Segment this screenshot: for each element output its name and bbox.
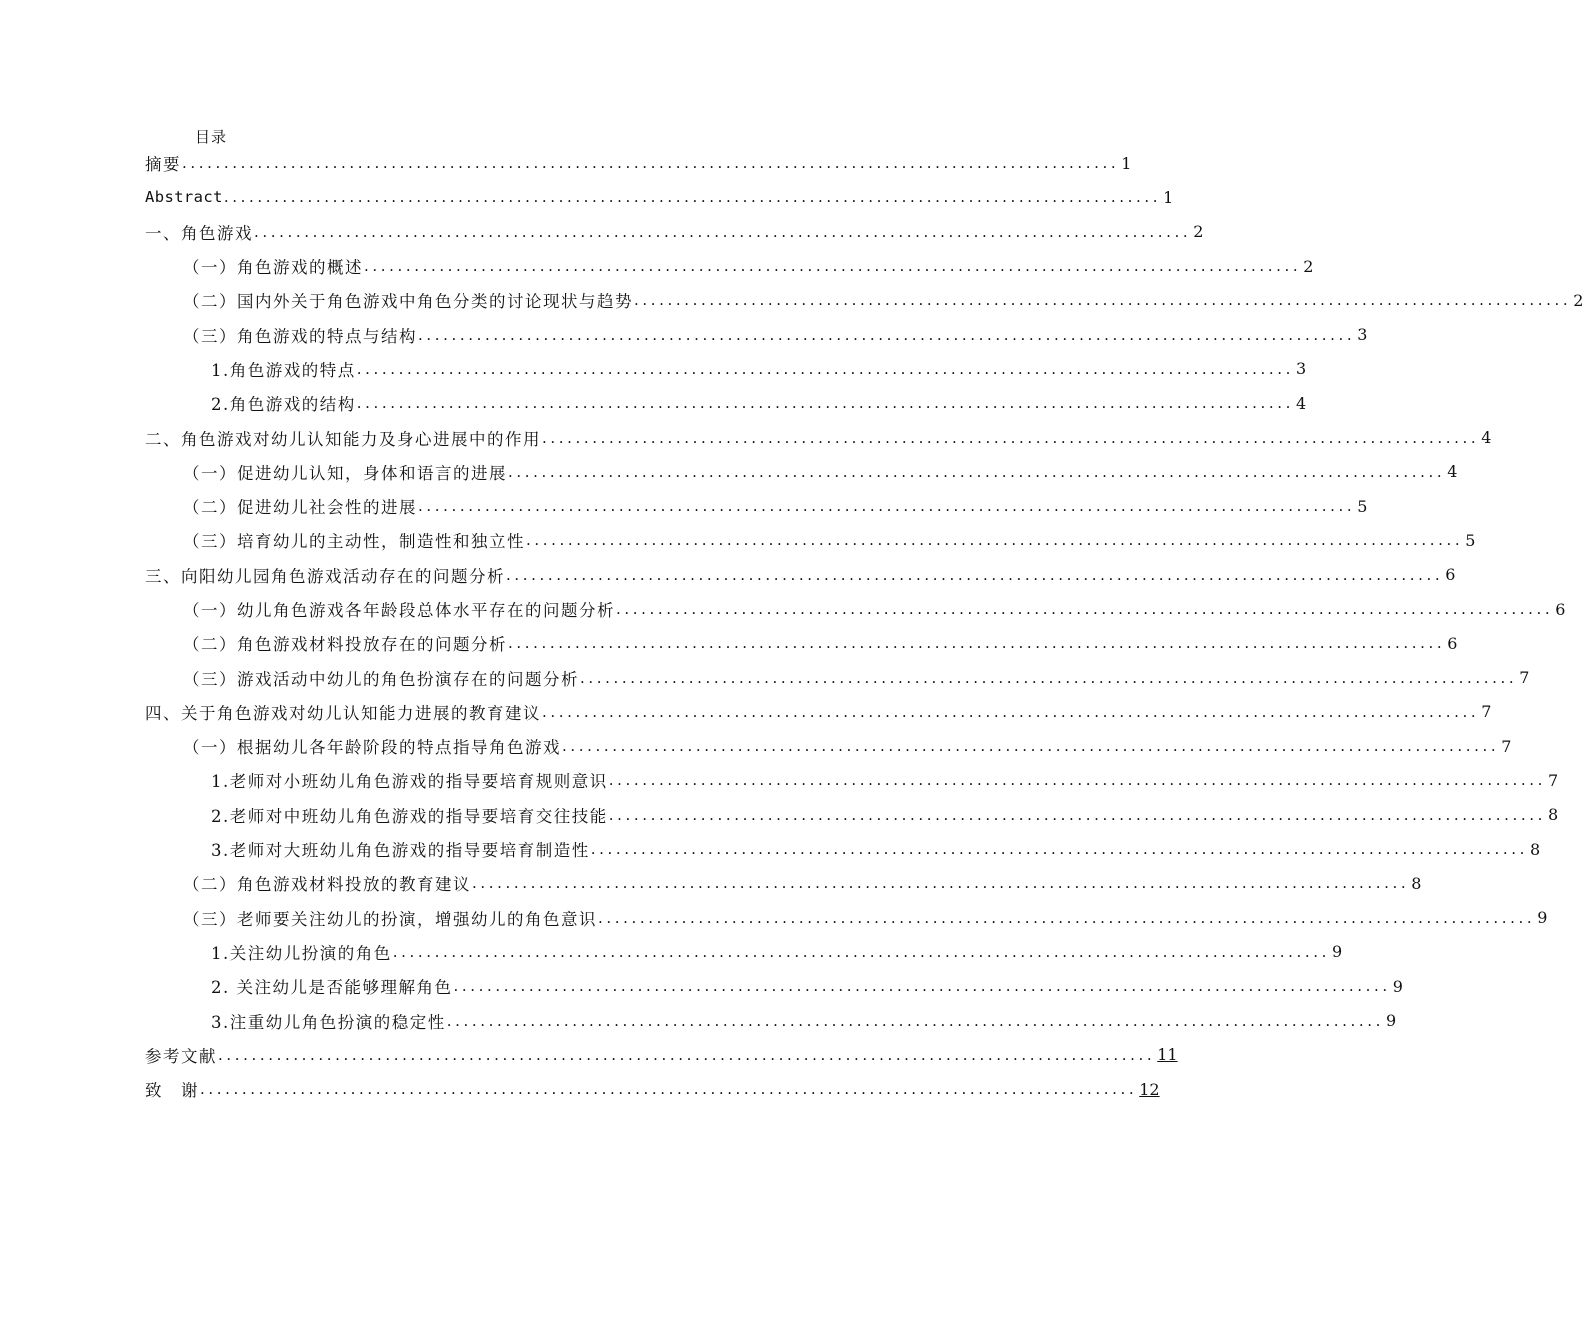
- toc-dot-leader: ................................................................................................................: [598, 908, 1536, 927]
- toc-entry[interactable]: [145, 180, 1174, 214]
- toc-entry[interactable]: [145, 1003, 1397, 1037]
- table-of-contents: [145, 146, 1583, 1106]
- toc-entry-title: Abstract: [145, 188, 223, 207]
- toc-entry-title: （一）促进幼儿认知，身体和语言的进展: [183, 463, 507, 483]
- toc-page-number: 5: [1465, 530, 1476, 550]
- toc-entry-title: 3.注重幼儿角色扮演的稳定性: [211, 1012, 446, 1032]
- toc-entry[interactable]: [145, 901, 1548, 935]
- toc-entry[interactable]: [145, 523, 1476, 557]
- toc-entry[interactable]: [145, 763, 1559, 797]
- toc-dot-leader: ................................................................................................................: [608, 805, 1546, 824]
- toc-page-number: 11: [1157, 1045, 1178, 1065]
- toc-page-number: 4: [1295, 393, 1307, 413]
- toc-entry-title: （二）角色游戏材料投放存在的问题分析: [183, 635, 507, 655]
- toc-entry-title: （三）游戏活动中幼儿的角色扮演存在的问题分析: [183, 669, 579, 689]
- toc-entry[interactable]: [145, 283, 1583, 317]
- toc-page-number: 2: [1573, 290, 1583, 310]
- toc-entry-title: 致 谢: [145, 1081, 199, 1101]
- toc-page-number: 12: [1139, 1079, 1160, 1099]
- toc-entry-title: （二）国内外关于角色游戏中角色分类的讨论现状与趋势: [183, 292, 633, 312]
- toc-entry[interactable]: [145, 832, 1541, 866]
- toc-page-number: 4: [1447, 462, 1458, 482]
- toc-page-number: 8: [1411, 873, 1422, 893]
- toc-dot-leader: ................................................................................................................: [446, 1011, 1384, 1030]
- toc-entry[interactable]: [145, 935, 1343, 969]
- toc-page-number: 6: [1447, 633, 1458, 653]
- toc-dot-leader: ................................................................................................................: [356, 394, 1294, 413]
- toc-entry[interactable]: [145, 558, 1456, 592]
- toc-entry-title: （二）促进幼儿社会性的进展: [183, 498, 417, 518]
- toc-dot-leader: ................................................................................................................: [508, 462, 1446, 481]
- toc-page-number: 1: [1163, 187, 1174, 207]
- toc-dot-leader: ................................................................................................................: [200, 1080, 1138, 1099]
- toc-entry-title: 2.角色游戏的结构: [211, 395, 356, 415]
- toc-entry[interactable]: [145, 489, 1368, 523]
- toc-dot-leader: ................................................................................................................: [542, 702, 1480, 721]
- toc-dot-leader: ................................................................................................................: [182, 154, 1120, 173]
- toc-entry[interactable]: [145, 695, 1492, 729]
- toc-page-number: 3: [1357, 325, 1368, 345]
- toc-dot-leader: ................................................................................................................: [590, 840, 1528, 859]
- toc-entry[interactable]: [145, 729, 1512, 763]
- toc-page-number: 2: [1303, 256, 1314, 276]
- toc-title: 目录: [195, 128, 228, 146]
- toc-entry-title: 一、角色游戏: [145, 223, 253, 243]
- toc-entry-title: 摘要: [145, 155, 181, 175]
- toc-entry-title: 三、向阳幼儿园角色游戏活动存在的问题分析: [145, 566, 505, 586]
- toc-page-number: 6: [1445, 565, 1456, 585]
- toc-dot-leader: ................................................................................................................: [356, 359, 1294, 378]
- toc-dot-leader: ................................................................................................................: [542, 428, 1480, 447]
- toc-dot-leader: ................................................................................................................: [506, 565, 1444, 584]
- toc-page-number: 8: [1529, 839, 1541, 859]
- toc-entry-title: 1.老师对小班幼儿角色游戏的指导要培育规则意识: [211, 772, 608, 792]
- toc-entry-title: （一）角色游戏的概述: [183, 258, 363, 278]
- toc-page-number: 9: [1392, 976, 1403, 996]
- toc-entry-title: 四、关于角色游戏对幼儿认知能力进展的教育建议: [145, 703, 541, 723]
- toc-entry-title: 参考文献: [145, 1046, 217, 1066]
- toc-entry-title: 1.关注幼儿扮演的角色: [211, 943, 392, 963]
- toc-page-number: 7: [1519, 668, 1530, 688]
- toc-entry-title: 1.角色游戏的特点: [211, 360, 356, 380]
- toc-page-number: 3: [1295, 359, 1307, 379]
- toc-entry[interactable]: [145, 866, 1422, 900]
- toc-dot-leader: ................................................................................................................: [608, 771, 1546, 790]
- toc-entry-title: 二、角色游戏对幼儿认知能力及身心进展中的作用: [145, 429, 541, 449]
- toc-page-number: 5: [1357, 496, 1368, 516]
- toc-entry[interactable]: [145, 386, 1307, 420]
- toc-dot-leader: ................................................................................................................: [508, 634, 1446, 653]
- toc-page-number: 8: [1547, 805, 1559, 825]
- toc-page-number: 7: [1547, 770, 1559, 790]
- toc-dot-leader: ................................................................................................................: [418, 325, 1356, 344]
- toc-entry-title: （一）幼儿角色游戏各年龄段总体水平存在的问题分析: [183, 601, 615, 620]
- toc-entry[interactable]: [145, 969, 1403, 1003]
- toc-page-number: 9: [1385, 1011, 1397, 1031]
- toc-entry[interactable]: [145, 455, 1458, 489]
- toc-dot-leader: ................................................................................................................: [616, 600, 1554, 618]
- toc-dot-leader: ................................................................................................................: [580, 668, 1518, 687]
- toc-entry[interactable]: [145, 420, 1492, 454]
- toc-page-number: 1: [1121, 153, 1132, 173]
- toc-entry[interactable]: [145, 352, 1307, 386]
- toc-entry[interactable]: [145, 592, 1566, 626]
- toc-dot-leader: ................................................................................................................: [526, 531, 1464, 550]
- toc-page-number: 6: [1555, 599, 1566, 619]
- toc-entry[interactable]: [145, 1072, 1160, 1106]
- toc-entry-title: （三）角色游戏的特点与结构: [183, 326, 417, 346]
- toc-entry[interactable]: [145, 215, 1204, 249]
- toc-entry-title: 3.老师对大班幼儿角色游戏的指导要培育制造性: [211, 841, 590, 861]
- toc-page-number: 9: [1331, 942, 1343, 962]
- toc-entry[interactable]: [145, 249, 1314, 283]
- toc-dot-leader: ................................................................................................................: [218, 1045, 1156, 1064]
- toc-dot-leader: ................................................................................................................: [418, 497, 1356, 516]
- toc-dot-leader: ................................................................................................................: [634, 291, 1572, 310]
- toc-entry-title: （三）培育幼儿的主动性，制造性和独立性: [183, 532, 525, 552]
- toc-dot-leader: ................................................................................................................: [364, 257, 1302, 276]
- toc-page-number: 7: [1481, 702, 1492, 722]
- toc-dot-leader: ................................................................................................................: [562, 737, 1500, 756]
- toc-dot-leader: ................................................................................................................: [392, 942, 1330, 961]
- toc-dot-leader: ................................................................................................................: [472, 874, 1410, 893]
- toc-page-number: 4: [1481, 428, 1492, 448]
- toc-entry-title: （二）角色游戏材料投放的教育建议: [183, 875, 471, 895]
- toc-entry[interactable]: [145, 1038, 1178, 1072]
- toc-page-number: 9: [1537, 908, 1548, 928]
- toc-entry[interactable]: [145, 798, 1559, 832]
- toc-entry[interactable]: [145, 660, 1530, 694]
- toc-page-number: 7: [1501, 736, 1512, 756]
- toc-entry[interactable]: [145, 146, 1132, 180]
- toc-entry[interactable]: [145, 626, 1458, 660]
- toc-dot-leader: ................................................................................................................: [254, 222, 1192, 241]
- toc-dot-leader: ................................................................................................................: [453, 977, 1391, 996]
- toc-dot-leader: ................................................................................................................: [223, 188, 1162, 207]
- toc-entry-title: （三）老师要关注幼儿的扮演，增强幼儿的角色意识: [183, 909, 597, 929]
- toc-entry-title: 2.老师对中班幼儿角色游戏的指导要培育交往技能: [211, 806, 608, 826]
- toc-entry-title: （一）根据幼儿各年龄阶段的特点指导角色游戏: [183, 738, 561, 758]
- toc-page-number: 2: [1193, 222, 1204, 242]
- toc-entry[interactable]: [145, 317, 1368, 351]
- toc-entry-title: 2. 关注幼儿是否能够理解角色: [211, 978, 453, 998]
